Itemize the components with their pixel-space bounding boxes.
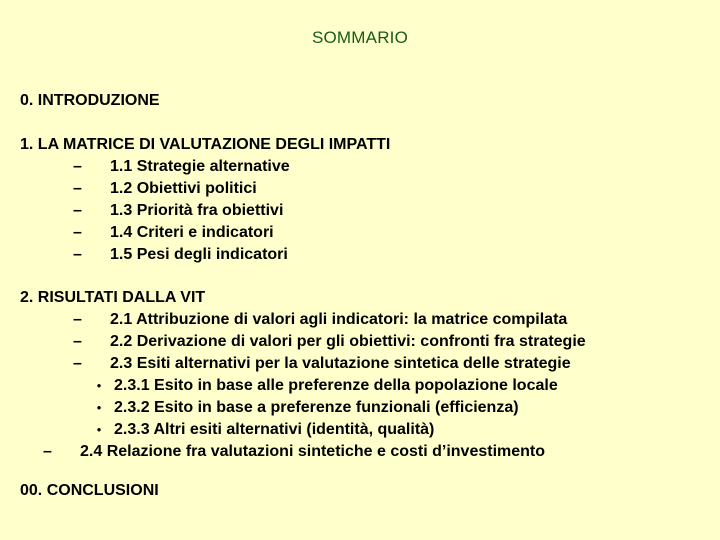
sub-list-item-label: 2.3.2 Esito in base a preferenze funzionali (efficienza) [114, 399, 519, 416]
bullet-marker: • [96, 378, 102, 393]
list-item [73, 222, 274, 244]
dash-marker: – [73, 355, 82, 372]
list-item-label: 2.2 Derivazione di valori per gli obiettivi: confronti fra strategie [110, 333, 586, 350]
list-item [73, 309, 568, 331]
dash-marker: – [73, 180, 82, 197]
list-item [73, 200, 284, 222]
section-introduzione: 0. INTRODUZIONE [20, 92, 160, 109]
list-item [73, 331, 586, 353]
dash-marker: – [43, 443, 52, 460]
list-item [73, 178, 257, 200]
sub-list-item [96, 375, 558, 397]
list-item-label: 2.4 Relazione fra valutazioni sintetiche e costi d’investimento [80, 443, 546, 460]
sub-list-item [96, 419, 435, 441]
section-matrice: 1. LA MATRICE DI VALUTAZIONE DEGLI IMPATTI [20, 136, 391, 153]
bullet-marker: • [96, 422, 102, 437]
list-item [43, 441, 546, 463]
dash-marker: – [73, 311, 82, 328]
dash-marker: – [73, 202, 82, 219]
list-item [73, 353, 571, 375]
list-item-label: 1.1 Strategie alternative [110, 158, 290, 175]
list-item [73, 244, 288, 266]
dash-marker: – [73, 158, 82, 175]
list-item-label: 1.2 Obiettivi politici [110, 180, 257, 197]
list-item-label: 2.3 Esiti alternativi per la valutazione sintetica delle strategie [110, 355, 571, 372]
list-item [73, 156, 290, 178]
bullet-marker: • [96, 400, 102, 415]
list-item-label: 1.4 Criteri e indicatori [110, 224, 274, 241]
sub-list-item-label: 2.3.3 Altri esiti alternativi (identità, qualità) [114, 421, 435, 438]
page-title: SOMMARIO [311, 28, 409, 47]
dash-marker: – [73, 333, 82, 350]
list-item-label: 1.3 Priorità fra obiettivi [110, 202, 284, 219]
dash-marker: – [73, 224, 82, 241]
dash-marker: – [73, 246, 82, 263]
sub-list-item [96, 397, 519, 419]
sub-list-item-label: 2.3.1 Esito in base alle preferenze della popolazione locale [114, 377, 558, 394]
list-item-label: 1.5 Pesi degli indicatori [110, 246, 288, 263]
section-risultati: 2. RISULTATI DALLA VIT [20, 289, 206, 306]
section-conclusioni: 00. CONCLUSIONI [20, 482, 159, 499]
list-item-label: 2.1 Attribuzione di valori agli indicatori: la matrice compilata [110, 311, 568, 328]
